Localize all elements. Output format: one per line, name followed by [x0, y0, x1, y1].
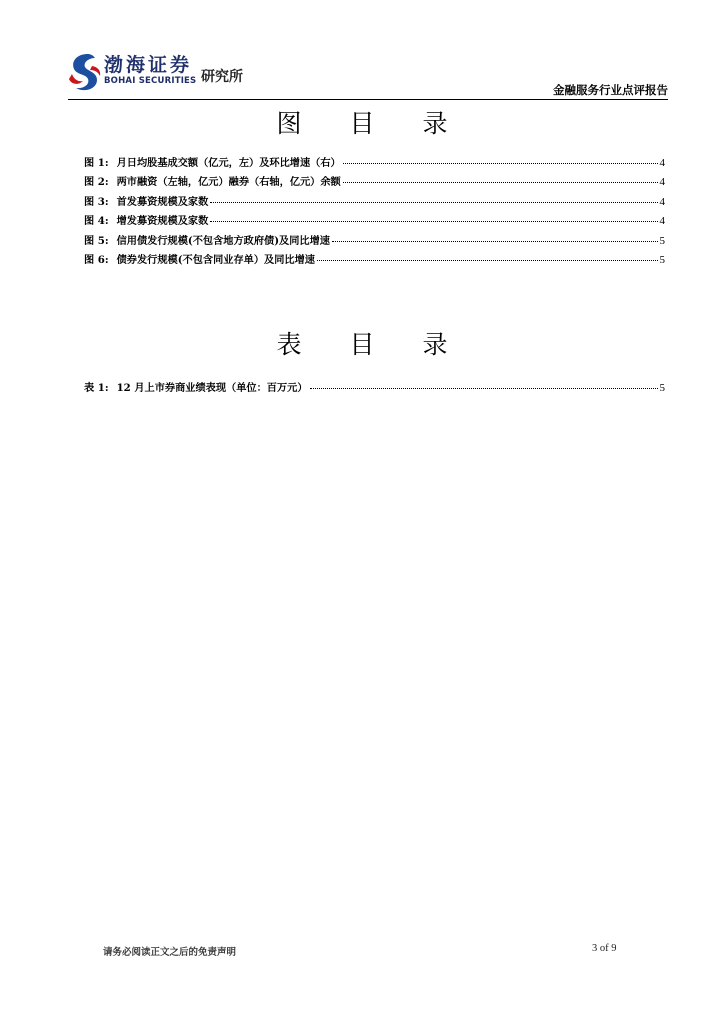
table-list — [84, 379, 665, 398]
table-list-title: 表 目 录 — [276, 330, 468, 359]
toc-entry-text: 12 月上市券商业绩表现（单位：百万元） — [116, 382, 308, 394]
toc-entry-page: 4 — [659, 176, 665, 189]
toc-leader-dots — [343, 182, 658, 183]
toc-entry-label: 图 1: — [84, 157, 109, 169]
toc-leader-dots — [310, 388, 658, 389]
toc-leader-dots — [332, 241, 658, 242]
page-header — [68, 48, 668, 100]
figure-list-title: 图 目 录 — [276, 109, 468, 138]
toc-entry[interactable] — [84, 251, 665, 270]
toc-entry[interactable] — [84, 173, 665, 192]
toc-leader-dots — [317, 260, 658, 261]
logo-english-name: BOHAI SECURITIES — [104, 76, 197, 86]
toc-entry-page: 4 — [659, 157, 665, 169]
figure-list — [84, 154, 665, 270]
report-type: 金融服务行业点评报告 — [553, 83, 668, 97]
toc-entry-label: 图 4: — [84, 215, 109, 228]
logo-chinese-name: 渤海证券 — [104, 54, 193, 76]
toc-entry-text: 增发募资规模及家数 — [116, 215, 209, 228]
toc-entry-page: 4 — [659, 195, 665, 208]
page-number: 3 of 9 — [592, 943, 617, 954]
toc-entry[interactable] — [84, 193, 665, 212]
toc-entry[interactable] — [84, 379, 665, 398]
toc-entry-text: 月日均股基成交额（亿元，左）及环比增速（右） — [116, 157, 341, 169]
toc-entry-text: 首发募资规模及家数 — [116, 195, 209, 208]
toc-entry-page: 5 — [659, 382, 665, 394]
disclaimer-notice: 请务必阅读正文之后的免责声明 — [103, 947, 237, 958]
toc-entry-label: 表 1: — [84, 382, 109, 394]
toc-entry-label: 图 6: — [84, 253, 109, 266]
toc-leader-dots — [210, 221, 657, 222]
bohai-logo-mark-icon — [68, 52, 102, 92]
toc-entry-page: 5 — [659, 253, 665, 266]
toc-entry-page: 5 — [659, 234, 665, 247]
header-divider — [68, 99, 668, 100]
toc-entry-text: 两市融资（左轴，亿元）融券（右轴，亿元）余额 — [116, 176, 341, 189]
toc-entry-text: 信用债发行规模(不包含地方政府债)及同比增速 — [116, 234, 330, 247]
toc-entry-label: 图 5: — [84, 234, 109, 247]
bohai-securities-logo — [68, 48, 278, 96]
toc-leader-dots — [210, 202, 657, 203]
toc-entry[interactable] — [84, 212, 665, 231]
toc-leader-dots — [343, 163, 658, 164]
toc-entry-label: 图 3: — [84, 195, 109, 208]
toc-entry[interactable] — [84, 232, 665, 251]
toc-entry-page: 4 — [659, 215, 665, 228]
toc-entry[interactable] — [84, 154, 665, 173]
institute-label: 研究所 — [201, 69, 243, 85]
toc-entry-label: 图 2: — [84, 176, 109, 189]
toc-entry-text: 债券发行规模(不包含同业存单）及同比增速 — [116, 253, 315, 266]
